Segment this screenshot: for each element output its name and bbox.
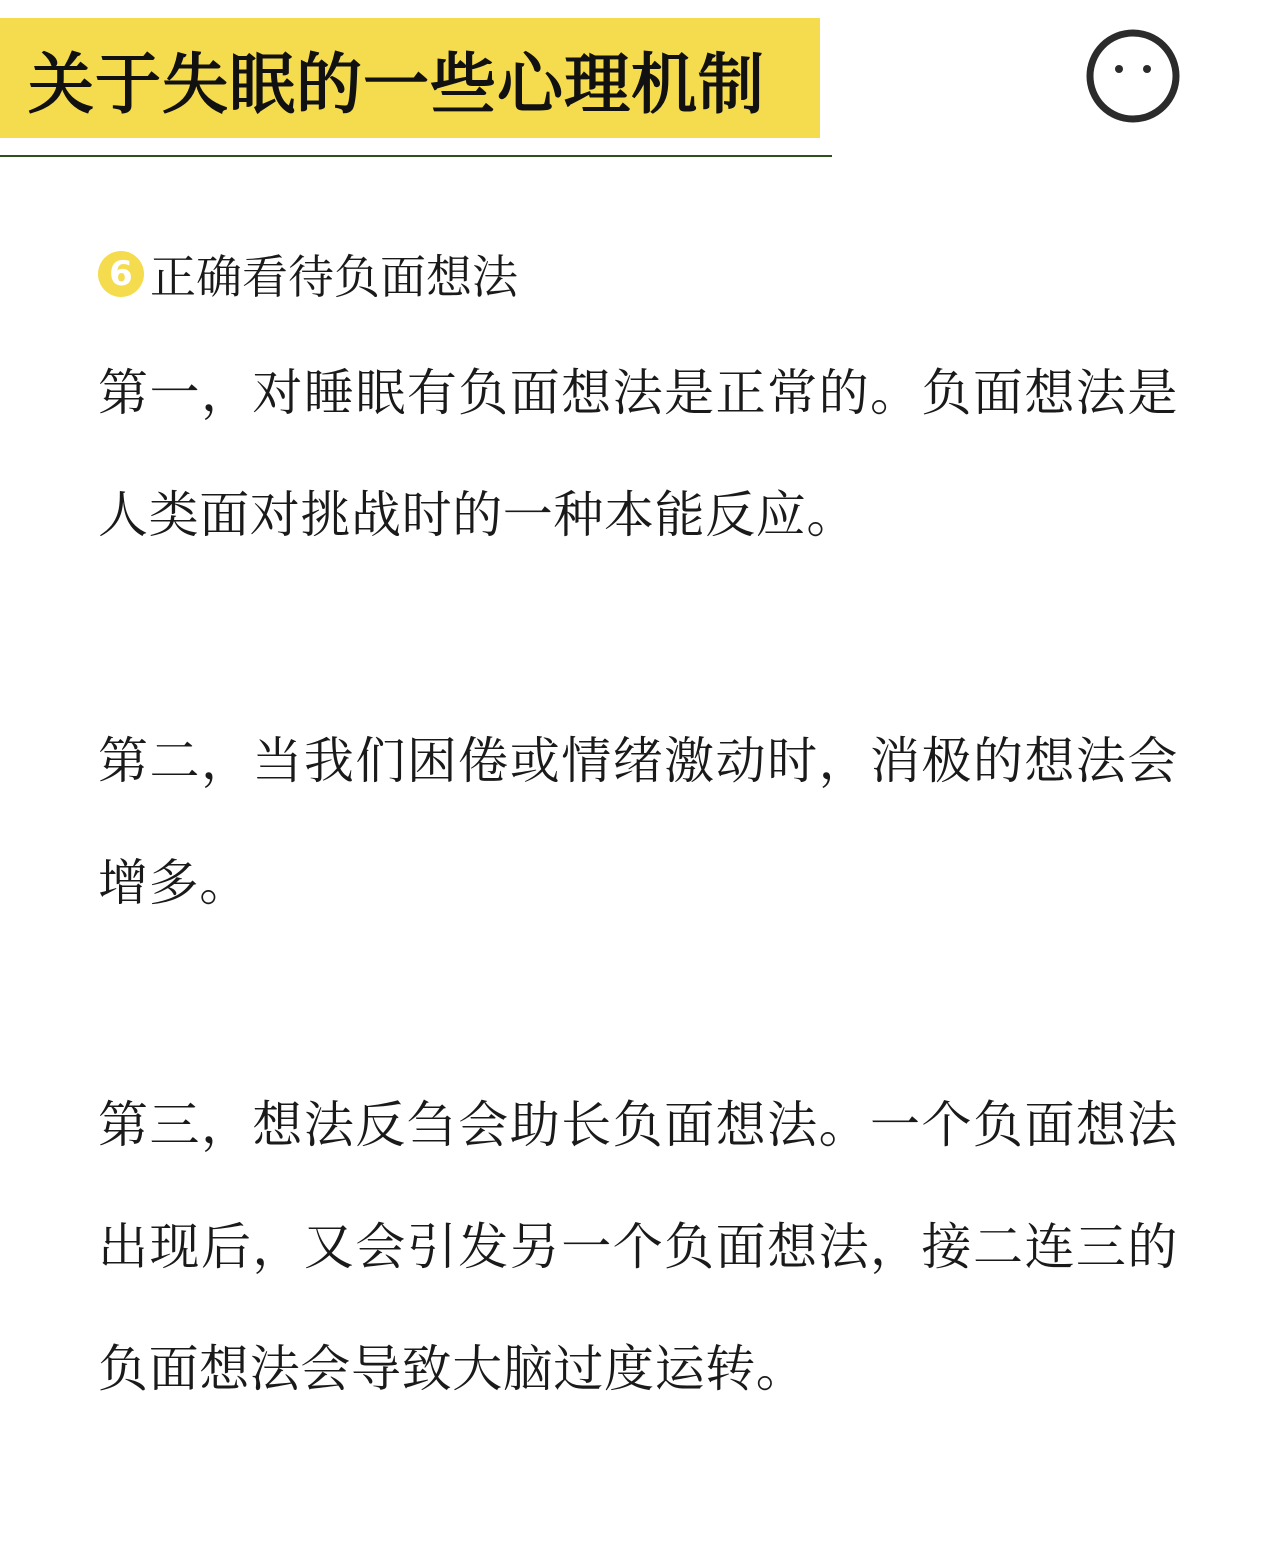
page-title: 关于失眠的一些心理机制 xyxy=(28,45,765,123)
section-title: 正确看待负面想法 xyxy=(150,250,518,304)
face-icon xyxy=(1086,29,1180,123)
paragraph-third: 第三，想法反刍会助长负面想法。一个负面想法出现后，又会引发另一个负面想法，接二连三的负面想法会导致大脑过度运转。 xyxy=(98,1096,1178,1398)
section-heading xyxy=(98,244,518,304)
paragraph-first: 第一，对睡眠有负面想法是正常的。负面想法是人类面对挑战时的一种本能反应。 xyxy=(98,364,1178,544)
paragraph-second: 第二，当我们困倦或情绪激动时，消极的想法会增多。 xyxy=(98,732,1178,912)
title-underline xyxy=(0,155,832,157)
header xyxy=(0,0,1280,170)
title-banner xyxy=(0,18,820,138)
section-number-badge: 6 xyxy=(98,251,144,297)
